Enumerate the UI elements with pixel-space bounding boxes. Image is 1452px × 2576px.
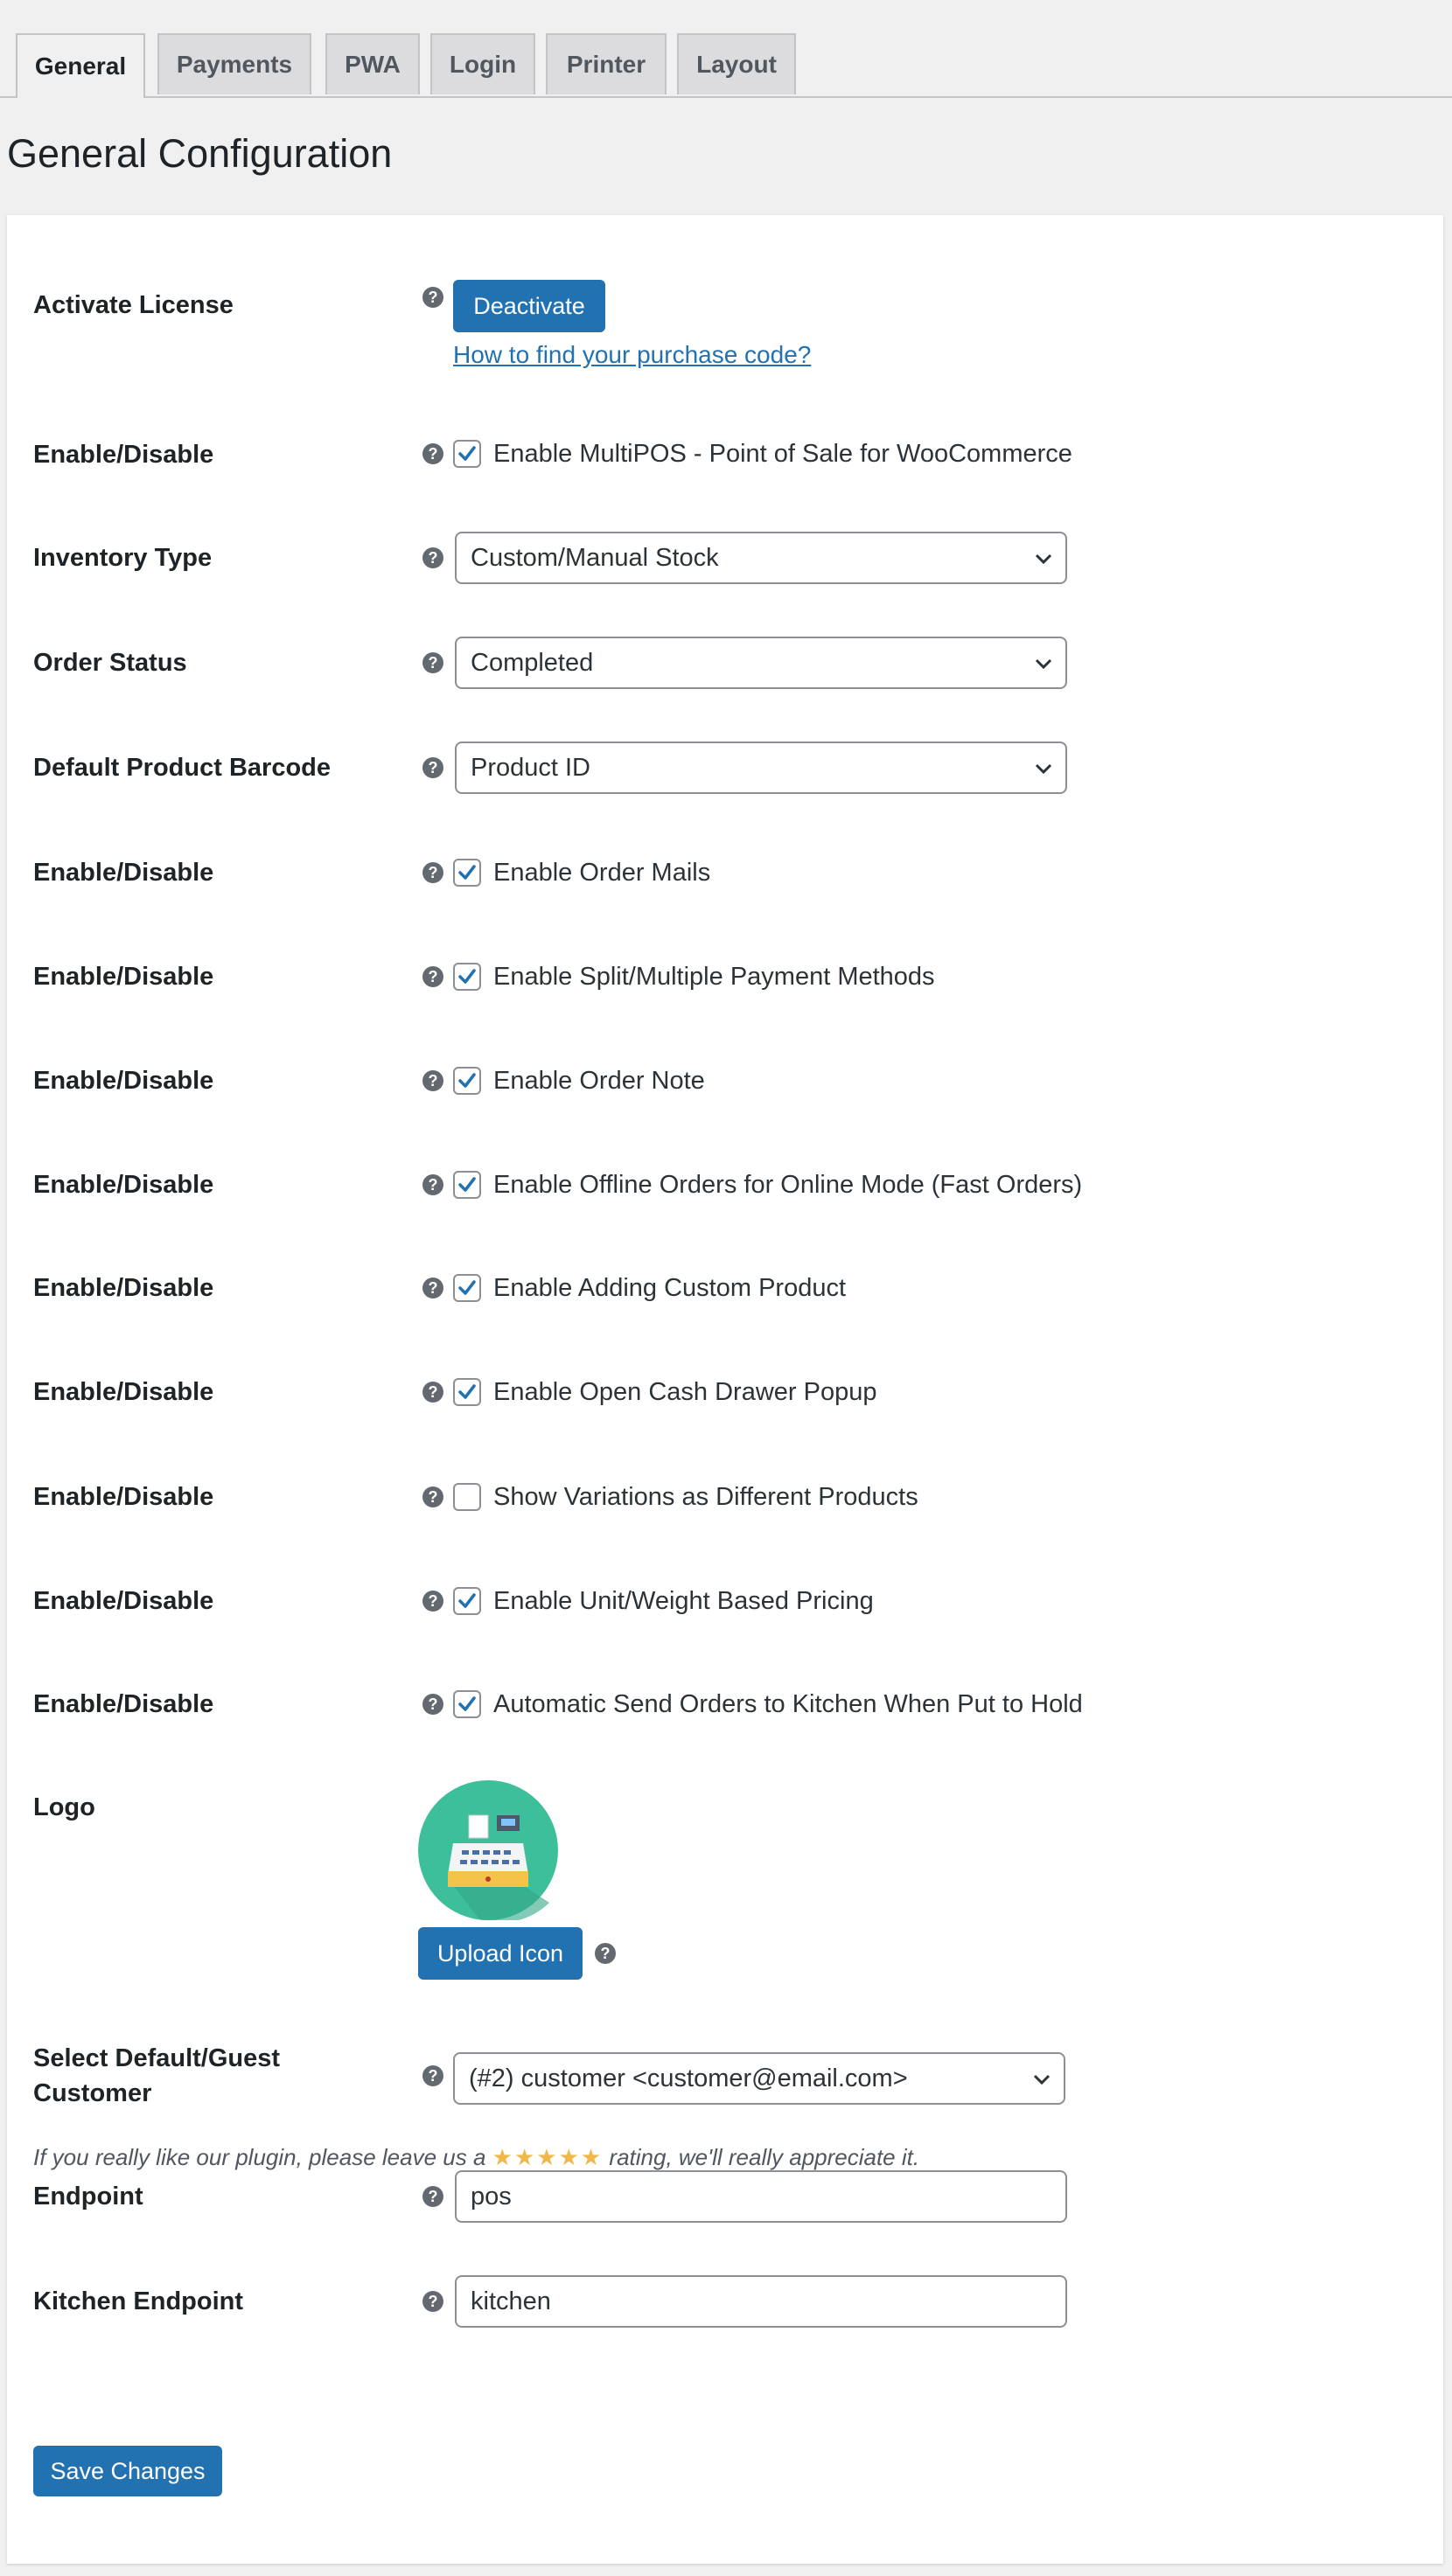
checkbox-label: Enable Adding Custom Product [493,1274,847,1302]
barcode-select[interactable] [455,741,1067,794]
checkbox-offline-orders[interactable] [453,1171,481,1199]
endpoint-input[interactable]: pos [455,2170,1067,2223]
checkbox-label: Enable MultiPOS - Point of Sale for WooCommerce [493,440,1072,468]
help-icon[interactable]: ? [422,2291,443,2312]
help-icon[interactable]: ? [422,2065,443,2086]
checkmark-icon [457,966,478,987]
checkbox-label: Enable Offline Orders for Online Mode (Fast Orders) [493,1171,1083,1199]
deactivate-button[interactable]: Deactivate [453,280,605,332]
checkmark-icon [457,1591,478,1612]
rating-before: If you really like our plugin, please leave us a [33,2144,492,2170]
help-icon[interactable]: ? [422,1070,443,1091]
checkbox-order-note[interactable] [453,1067,481,1095]
save-changes-button[interactable]: Save Changes [33,2446,222,2496]
checkbox-order-mails[interactable] [453,859,481,887]
kitchen-endpoint-label: Kitchen Endpoint [33,2287,244,2315]
enable-label: Enable/Disable [33,441,214,469]
checkbox-cash-drawer[interactable] [453,1378,481,1406]
cash-register-logo [418,1780,558,1920]
tab-login[interactable]: Login [430,33,535,94]
kitchen-endpoint-input[interactable]: kitchen [455,2275,1067,2328]
help-icon[interactable]: ? [422,443,443,464]
checkbox-label: Enable Unit/Weight Based Pricing [493,1587,874,1615]
enable-label: Enable/Disable [33,859,214,887]
star-rating-link[interactable]: ★★★★★ [492,2144,604,2170]
inventory-type-select[interactable] [455,532,1067,584]
checkbox-weight-pricing[interactable] [453,1587,481,1615]
checkmark-icon [457,443,478,464]
checkmark-icon [457,1382,478,1403]
page-title: General Configuration [7,131,393,176]
purchase-code-link[interactable]: How to find your purchase code? [453,341,812,368]
help-icon[interactable]: ? [422,1382,443,1403]
guest-customer-select[interactable] [453,2052,1065,2105]
tab-payments[interactable]: Payments [157,33,311,94]
endpoint-label: Endpoint [33,2183,143,2210]
license-label: Activate License [33,291,234,319]
checkbox-send-to-kitchen[interactable] [453,1690,481,1718]
inventory-label: Inventory Type [33,544,213,572]
help-icon[interactable]: ? [422,287,443,308]
upload-icon-button[interactable]: Upload Icon [418,1927,583,1980]
checkbox-label: Automatic Send Orders to Kitchen When Put to Hold [493,1690,1083,1718]
guest-customer-label-line1: Select Default/Guest [33,2044,281,2072]
checkbox-label: Enable Open Cash Drawer Popup [493,1378,877,1406]
checkmark-icon [457,1174,478,1195]
help-icon[interactable]: ? [422,1591,443,1612]
enable-label: Enable/Disable [33,1483,214,1511]
checkbox-enable-multipos[interactable] [453,440,481,468]
enable-label: Enable/Disable [33,1274,214,1302]
help-icon[interactable]: ? [422,966,443,987]
enable-label: Enable/Disable [33,1171,214,1199]
help-icon[interactable]: ? [422,2186,443,2207]
tab-pwa[interactable]: PWA [325,33,420,94]
checkmark-icon [457,1070,478,1091]
enable-label: Enable/Disable [33,1378,214,1406]
checkbox-label: Enable Order Note [493,1067,705,1095]
checkmark-icon [457,1278,478,1298]
help-icon[interactable]: ? [422,652,443,673]
checkbox-label: Enable Split/Multiple Payment Methods [493,963,935,991]
help-icon[interactable]: ? [422,757,443,778]
guest-customer-label-line2: Customer [33,2079,152,2107]
tab-bar [0,0,1452,98]
order-status-select[interactable] [455,637,1067,689]
help-icon[interactable]: ? [422,547,443,568]
help-icon[interactable]: ? [595,1943,616,1964]
help-icon[interactable]: ? [422,1174,443,1195]
checkbox-split-payments[interactable] [453,963,481,991]
tab-printer[interactable]: Printer [546,33,667,94]
logo-label: Logo [33,1793,95,1821]
enable-label: Enable/Disable [33,1067,214,1095]
checkbox-label: Enable Order Mails [493,859,711,887]
chevron-down-icon [1034,549,1053,568]
tab-layout[interactable]: Layout [677,33,796,94]
settings-panel [7,215,1443,2564]
chevron-down-icon [1034,654,1053,673]
help-icon[interactable]: ? [422,862,443,883]
help-icon[interactable]: ? [422,1278,443,1298]
checkmark-icon [457,862,478,883]
rating-after: rating, we'll really appreciate it. [603,2144,920,2170]
enable-label: Enable/Disable [33,1587,214,1615]
chevron-down-icon [1032,2070,1051,2089]
order-status-value: Completed [471,648,594,677]
help-icon[interactable]: ? [422,1694,443,1715]
help-icon[interactable]: ? [422,1486,443,1507]
enable-label: Enable/Disable [33,963,214,991]
checkmark-icon [457,1694,478,1715]
tab-general[interactable]: General [16,33,145,98]
rating-text [33,2144,919,2171]
checkbox-custom-product[interactable] [453,1274,481,1302]
barcode-label: Default Product Barcode [33,754,331,782]
checkbox-label: Show Variations as Different Products [493,1483,918,1511]
guest-customer-value: (#2) customer <customer@email.com> [469,2064,908,2092]
checkbox-show-variations[interactable] [453,1483,481,1511]
barcode-value: Product ID [471,753,590,782]
order-status-label: Order Status [33,649,187,677]
chevron-down-icon [1034,759,1053,778]
inventory-type-value: Custom/Manual Stock [471,543,719,572]
enable-label: Enable/Disable [33,1690,214,1718]
